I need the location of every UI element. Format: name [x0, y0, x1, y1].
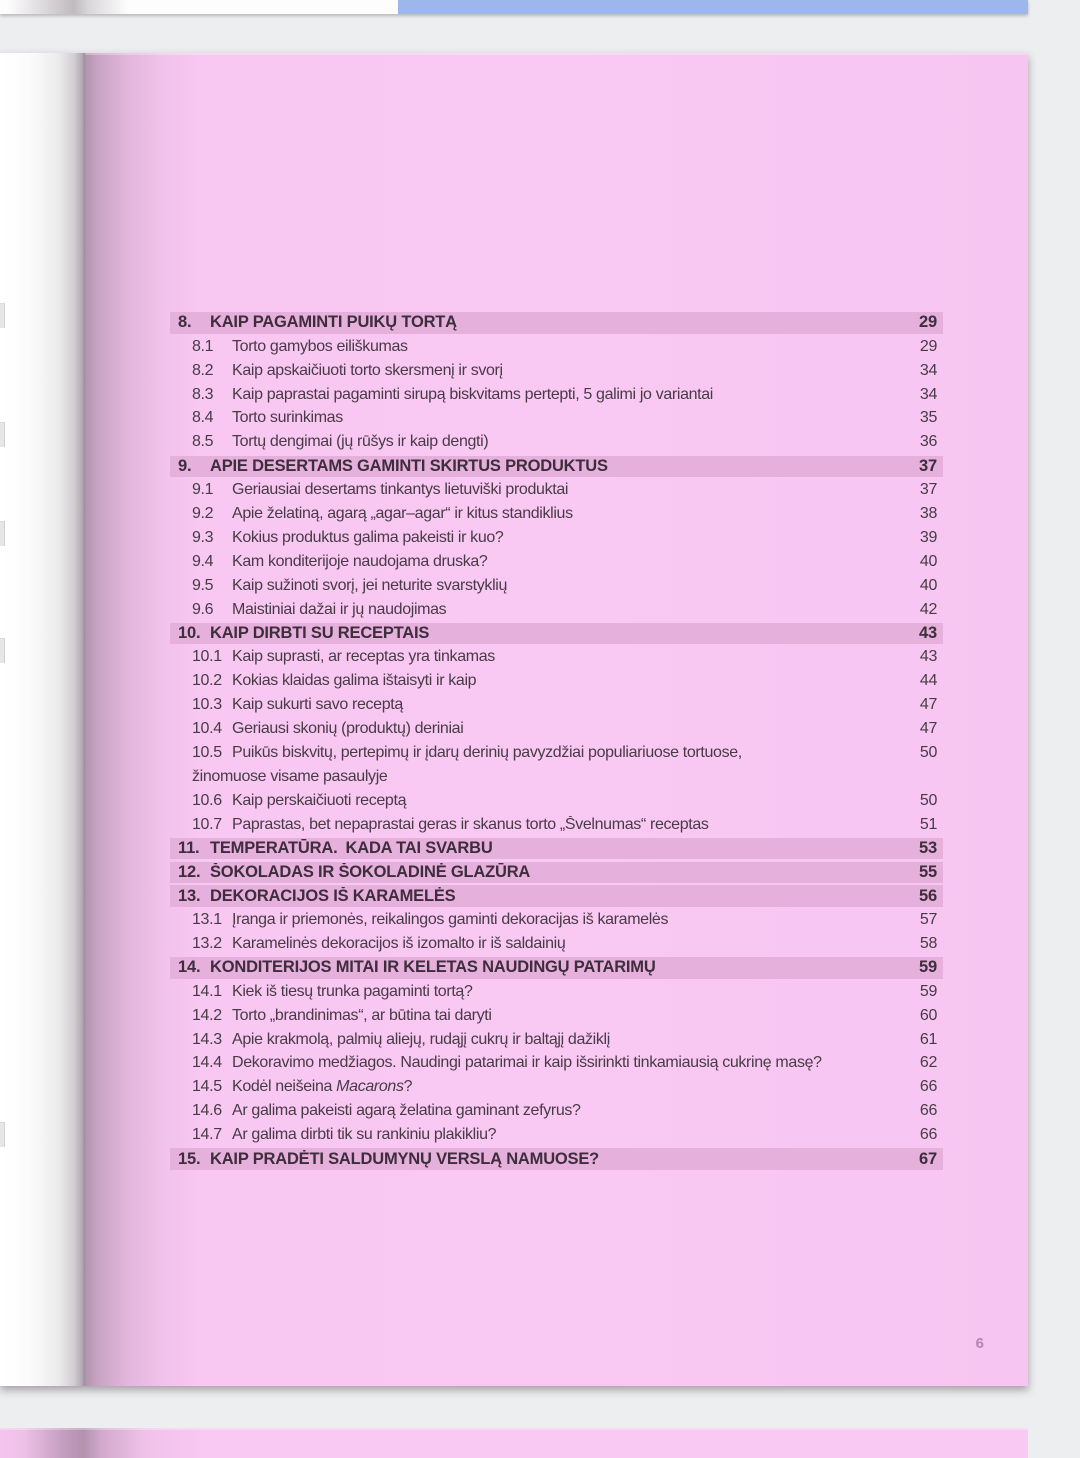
- toc-row[interactable]: [170, 623, 943, 645]
- toc-row[interactable]: [170, 335, 943, 359]
- toc-row[interactable]: [170, 574, 943, 598]
- toc-entry-number: 8.4: [192, 409, 214, 427]
- toc-entry-number: 14.6: [192, 1102, 222, 1120]
- toc-row[interactable]: [170, 1075, 943, 1099]
- toc-entry-page: 62: [919, 1054, 937, 1072]
- left-page-edge: [0, 53, 85, 1386]
- toc-entry-page: 40: [919, 552, 937, 570]
- toc-entry-page: 38: [919, 505, 937, 523]
- toc-entry-title: Apie krakmolą, palmių aliejų, rudąjį cukrų ir baltąjį dažiklį: [232, 1030, 610, 1048]
- toc-entry-page: 66: [919, 1126, 937, 1144]
- toc-entry-title: Kokius produktus galima pakeisti ir kuo?: [232, 528, 504, 546]
- toc-entry-page: 50: [919, 791, 937, 809]
- toc-entry-title: Kaip apskaičiuoti torto skersmenį ir svorį: [232, 361, 503, 379]
- toc-entry-page: 35: [919, 409, 937, 427]
- toc-entry-page: 51: [919, 815, 937, 833]
- toc-entry-page: 29: [919, 337, 937, 355]
- toc-entry-number: 14.7: [192, 1126, 222, 1144]
- toc-entry-number: 10.5: [192, 743, 222, 761]
- toc-entry-title: Torto gamybos eiliškumas: [232, 337, 408, 355]
- toc-row[interactable]: [170, 957, 943, 979]
- toc-entry-number: 9.3: [192, 528, 214, 546]
- page-edge-tick: [0, 1122, 5, 1147]
- toc-row[interactable]: [170, 789, 943, 813]
- toc-row[interactable]: [170, 669, 943, 693]
- next-page-spread[interactable]: [0, 1428, 1028, 1458]
- toc-row[interactable]: [170, 407, 943, 431]
- toc-entry-title: Torto surinkimas: [232, 409, 343, 427]
- toc-entry-title: Puikūs biskvitų, pertepimų ir įdarų derinių pavyzdžiai populiariuose tortuose,: [232, 743, 742, 761]
- toc-entry-number: 8.3: [192, 385, 214, 403]
- spine-shadow: [8, 0, 128, 14]
- toc-row[interactable]: [170, 478, 943, 502]
- toc-row[interactable]: [170, 1148, 943, 1170]
- toc-entry-number: 9.6: [192, 600, 214, 618]
- toc-entry-title: Kaip sukurti savo receptą: [232, 696, 403, 714]
- toc-entry-page: 59: [919, 958, 937, 977]
- toc-entry-page: 59: [919, 982, 937, 1000]
- toc-entry-title: Tortų dengimai (jų rūšys ir kaip dengti): [232, 433, 489, 451]
- toc-entry-number: 8.: [178, 313, 192, 332]
- toc-row[interactable]: [170, 862, 943, 884]
- toc-row[interactable]: [170, 980, 943, 1004]
- book-spread: [0, 53, 1028, 1386]
- toc-entry-number: 13.2: [192, 935, 222, 952]
- toc-entry-title: Ar galima dirbti tik su rankiniu plakikliu?: [232, 1126, 497, 1144]
- toc-entry-number: 14.3: [192, 1030, 222, 1048]
- toc-entry-page: 29: [919, 313, 937, 332]
- toc-entry-title: Torto „brandinimas“, ar būtina tai daryti: [232, 1006, 492, 1024]
- toc-entry-title: Kaip paprastai pagaminti sirupą biskvitams pertepti, 5 galimi jo variantai: [232, 385, 714, 403]
- toc-entry-title: Kokias klaidas galima ištaisyti ir kaip: [232, 672, 477, 690]
- toc-row[interactable]: [170, 430, 943, 454]
- toc-entry-title: Kiek iš tiesų trunka pagaminti tortą?: [232, 982, 473, 1000]
- toc-entry-number: 8.2: [192, 361, 214, 379]
- toc-entry-page: 34: [919, 385, 937, 403]
- toc-entry-number: 10.: [178, 623, 201, 642]
- toc-row[interactable]: [170, 359, 943, 383]
- toc-entry-page: 43: [919, 623, 937, 642]
- toc-entry-title: Dekoravimo medžiagos. Naudingi patarimai ir kaip išsirinkti tinkamiausią cukrinę masę?: [232, 1054, 822, 1072]
- toc-row[interactable]: [170, 693, 943, 717]
- toc-row[interactable]: [170, 717, 943, 741]
- toc-entry-number: 10.3: [192, 696, 222, 714]
- page-edge-tick: [0, 638, 5, 663]
- toc-entry-number: 10.1: [192, 648, 222, 666]
- toc-entry-title: Kodėl neišeina Macarons?: [232, 1078, 413, 1096]
- toc-row[interactable]: [170, 456, 943, 478]
- toc-row[interactable]: [170, 1099, 943, 1123]
- page-edge-tick: [0, 303, 5, 328]
- toc-row[interactable]: [170, 383, 943, 407]
- toc-row[interactable]: [170, 741, 943, 765]
- toc-entry-page: 34: [919, 361, 937, 379]
- toc-entry-page: 50: [919, 743, 937, 761]
- toc-entry-number: 9.1: [192, 481, 214, 499]
- toc-row[interactable]: [170, 598, 943, 622]
- toc-entry-number: 14.: [178, 958, 201, 977]
- toc-entry-number: 10.6: [192, 791, 222, 809]
- toc-row[interactable]: [170, 550, 943, 574]
- previous-page-content-band: [398, 0, 1028, 14]
- toc-entry-number: 11.: [178, 838, 200, 857]
- toc-entry-number: 13.1: [192, 911, 222, 929]
- toc-row[interactable]: [170, 502, 943, 526]
- toc-entry-title: KAIP DIRBTI SU RECEPTAIS: [210, 623, 430, 642]
- toc-entry-title: Karamelinės dekoracijos iš izomalto ir iš saldainių: [232, 935, 566, 952]
- toc-entry-page: 66: [919, 1078, 937, 1096]
- toc-row[interactable]: [170, 813, 943, 837]
- toc-entry-number: 13.: [178, 886, 201, 905]
- toc-entry-page: 47: [919, 720, 937, 738]
- table-of-contents: [170, 311, 943, 1171]
- toc-entry-title: Geriausiai desertams tinkantys lietuviški produktai: [232, 481, 569, 499]
- toc-entry-title: KAIP PAGAMINTI PUIKŲ TORTĄ: [210, 313, 457, 332]
- toc-entry-title: Kam konditerijoje naudojama druska?: [232, 552, 488, 570]
- toc-entry-page: 40: [919, 576, 937, 594]
- toc-entry-number: 9.2: [192, 505, 214, 523]
- toc-entry-page: 37: [919, 481, 937, 499]
- toc-entry-number: 9.: [178, 456, 192, 475]
- toc-entry-title: Kaip suprasti, ar receptas yra tinkamas: [232, 648, 495, 666]
- toc-entry-page: 53: [919, 838, 937, 857]
- page-number-label: 6: [975, 1335, 984, 1352]
- toc-row[interactable]: [170, 1004, 943, 1028]
- toc-entry-title: TEMPERATŪRA. KADA TAI SVARBU: [210, 838, 493, 857]
- toc-entry-page: 57: [919, 911, 937, 929]
- toc-entry-number: 8.5: [192, 433, 214, 451]
- toc-entry-number: 9.4: [192, 552, 214, 570]
- toc-entry-title: KAIP PRADĖTI SALDUMYNŲ VERSLĄ NAMUOSE?: [210, 1149, 600, 1168]
- toc-entry-page: 47: [919, 696, 937, 714]
- toc-entry-page: 61: [919, 1030, 937, 1048]
- toc-entry-title: Kaip sužinoti svorį, jei neturite svarstyklių: [232, 576, 508, 594]
- toc-entry-page: 58: [919, 935, 937, 952]
- toc-entry-page: 43: [919, 648, 937, 666]
- toc-entry-title: Ar galima pakeisti agarą želatina gaminant zefyrus?: [232, 1102, 581, 1120]
- toc-entry-page: 56: [919, 886, 937, 905]
- toc-entry-title: žinomuose visame pasaulyje: [192, 767, 388, 785]
- toc-row[interactable]: [170, 908, 943, 932]
- toc-entry-title: KONDITERIJOS MITAI IR KELETAS NAUDINGŲ PATARIMŲ: [210, 958, 656, 977]
- toc-entry-title: ŠOKOLADAS IR ŠOKOLADINĖ GLAZŪRA: [210, 862, 531, 881]
- page-edge-tick: [0, 422, 5, 447]
- toc-entry-number: 15.: [178, 1149, 201, 1168]
- toc-row[interactable]: [170, 312, 943, 334]
- toc-entry-number: 8.1: [192, 337, 214, 355]
- toc-entry-number: 9.5: [192, 576, 214, 594]
- toc-row[interactable]: [170, 1028, 943, 1052]
- toc-entry-title: Apie želatiną, agarą „agar–agar“ ir kitus standiklius: [232, 505, 573, 523]
- toc-entry-number: 10.4: [192, 720, 222, 738]
- toc-entry-number: 10.7: [192, 815, 222, 833]
- toc-entry-title: Maistiniai dažai ir jų naudojimas: [232, 600, 447, 618]
- page-edge-tick: [0, 521, 5, 546]
- toc-entry-title: Kaip perskaičiuoti receptą: [232, 791, 407, 809]
- toc-row[interactable]: [170, 526, 943, 550]
- toc-entry-page: 36: [919, 433, 937, 451]
- toc-entry-page: 42: [919, 600, 937, 618]
- toc-entry-page: 60: [919, 1006, 937, 1024]
- toc-entry-title: Įranga ir priemonės, reikalingos gaminti dekoracijas iš karamelės: [232, 911, 669, 929]
- toc-entry-page: 55: [919, 862, 937, 881]
- toc-entry-number: 14.5: [192, 1078, 222, 1096]
- toc-entry-number: 14.1: [192, 982, 222, 1000]
- toc-entry-title: DEKORACIJOS IŠ KARAMELĖS: [210, 886, 456, 905]
- toc-row[interactable]: [170, 838, 943, 860]
- toc-row[interactable]: [170, 1123, 943, 1147]
- toc-entry-page: 37: [919, 456, 937, 475]
- toc-row[interactable]: [170, 645, 943, 669]
- toc-row[interactable]: [170, 932, 943, 956]
- toc-entry-page: 66: [919, 1102, 937, 1120]
- toc-row[interactable]: [170, 765, 943, 789]
- toc-row[interactable]: [170, 1052, 943, 1076]
- toc-entry-number: 10.2: [192, 672, 222, 690]
- toc-entry-page: 44: [919, 672, 937, 690]
- book-page: [85, 53, 1028, 1386]
- toc-entry-title: Geriausi skonių (produktų) deriniai: [232, 720, 464, 738]
- toc-entry-page: 39: [919, 528, 937, 546]
- toc-entry-number: 14.4: [192, 1054, 222, 1072]
- toc-entry-page: 67: [919, 1149, 937, 1168]
- previous-page-spread[interactable]: [0, 0, 1028, 14]
- toc-entry-number: 12.: [178, 862, 201, 881]
- toc-row[interactable]: [170, 885, 943, 907]
- toc-entry-title: APIE DESERTAMS GAMINTI SKIRTUS PRODUKTUS: [210, 456, 608, 475]
- toc-entry-number: 14.2: [192, 1006, 222, 1024]
- toc-entry-title: Paprastas, bet nepaprastai geras ir skanus torto „Švelnumas“ receptas: [232, 815, 709, 833]
